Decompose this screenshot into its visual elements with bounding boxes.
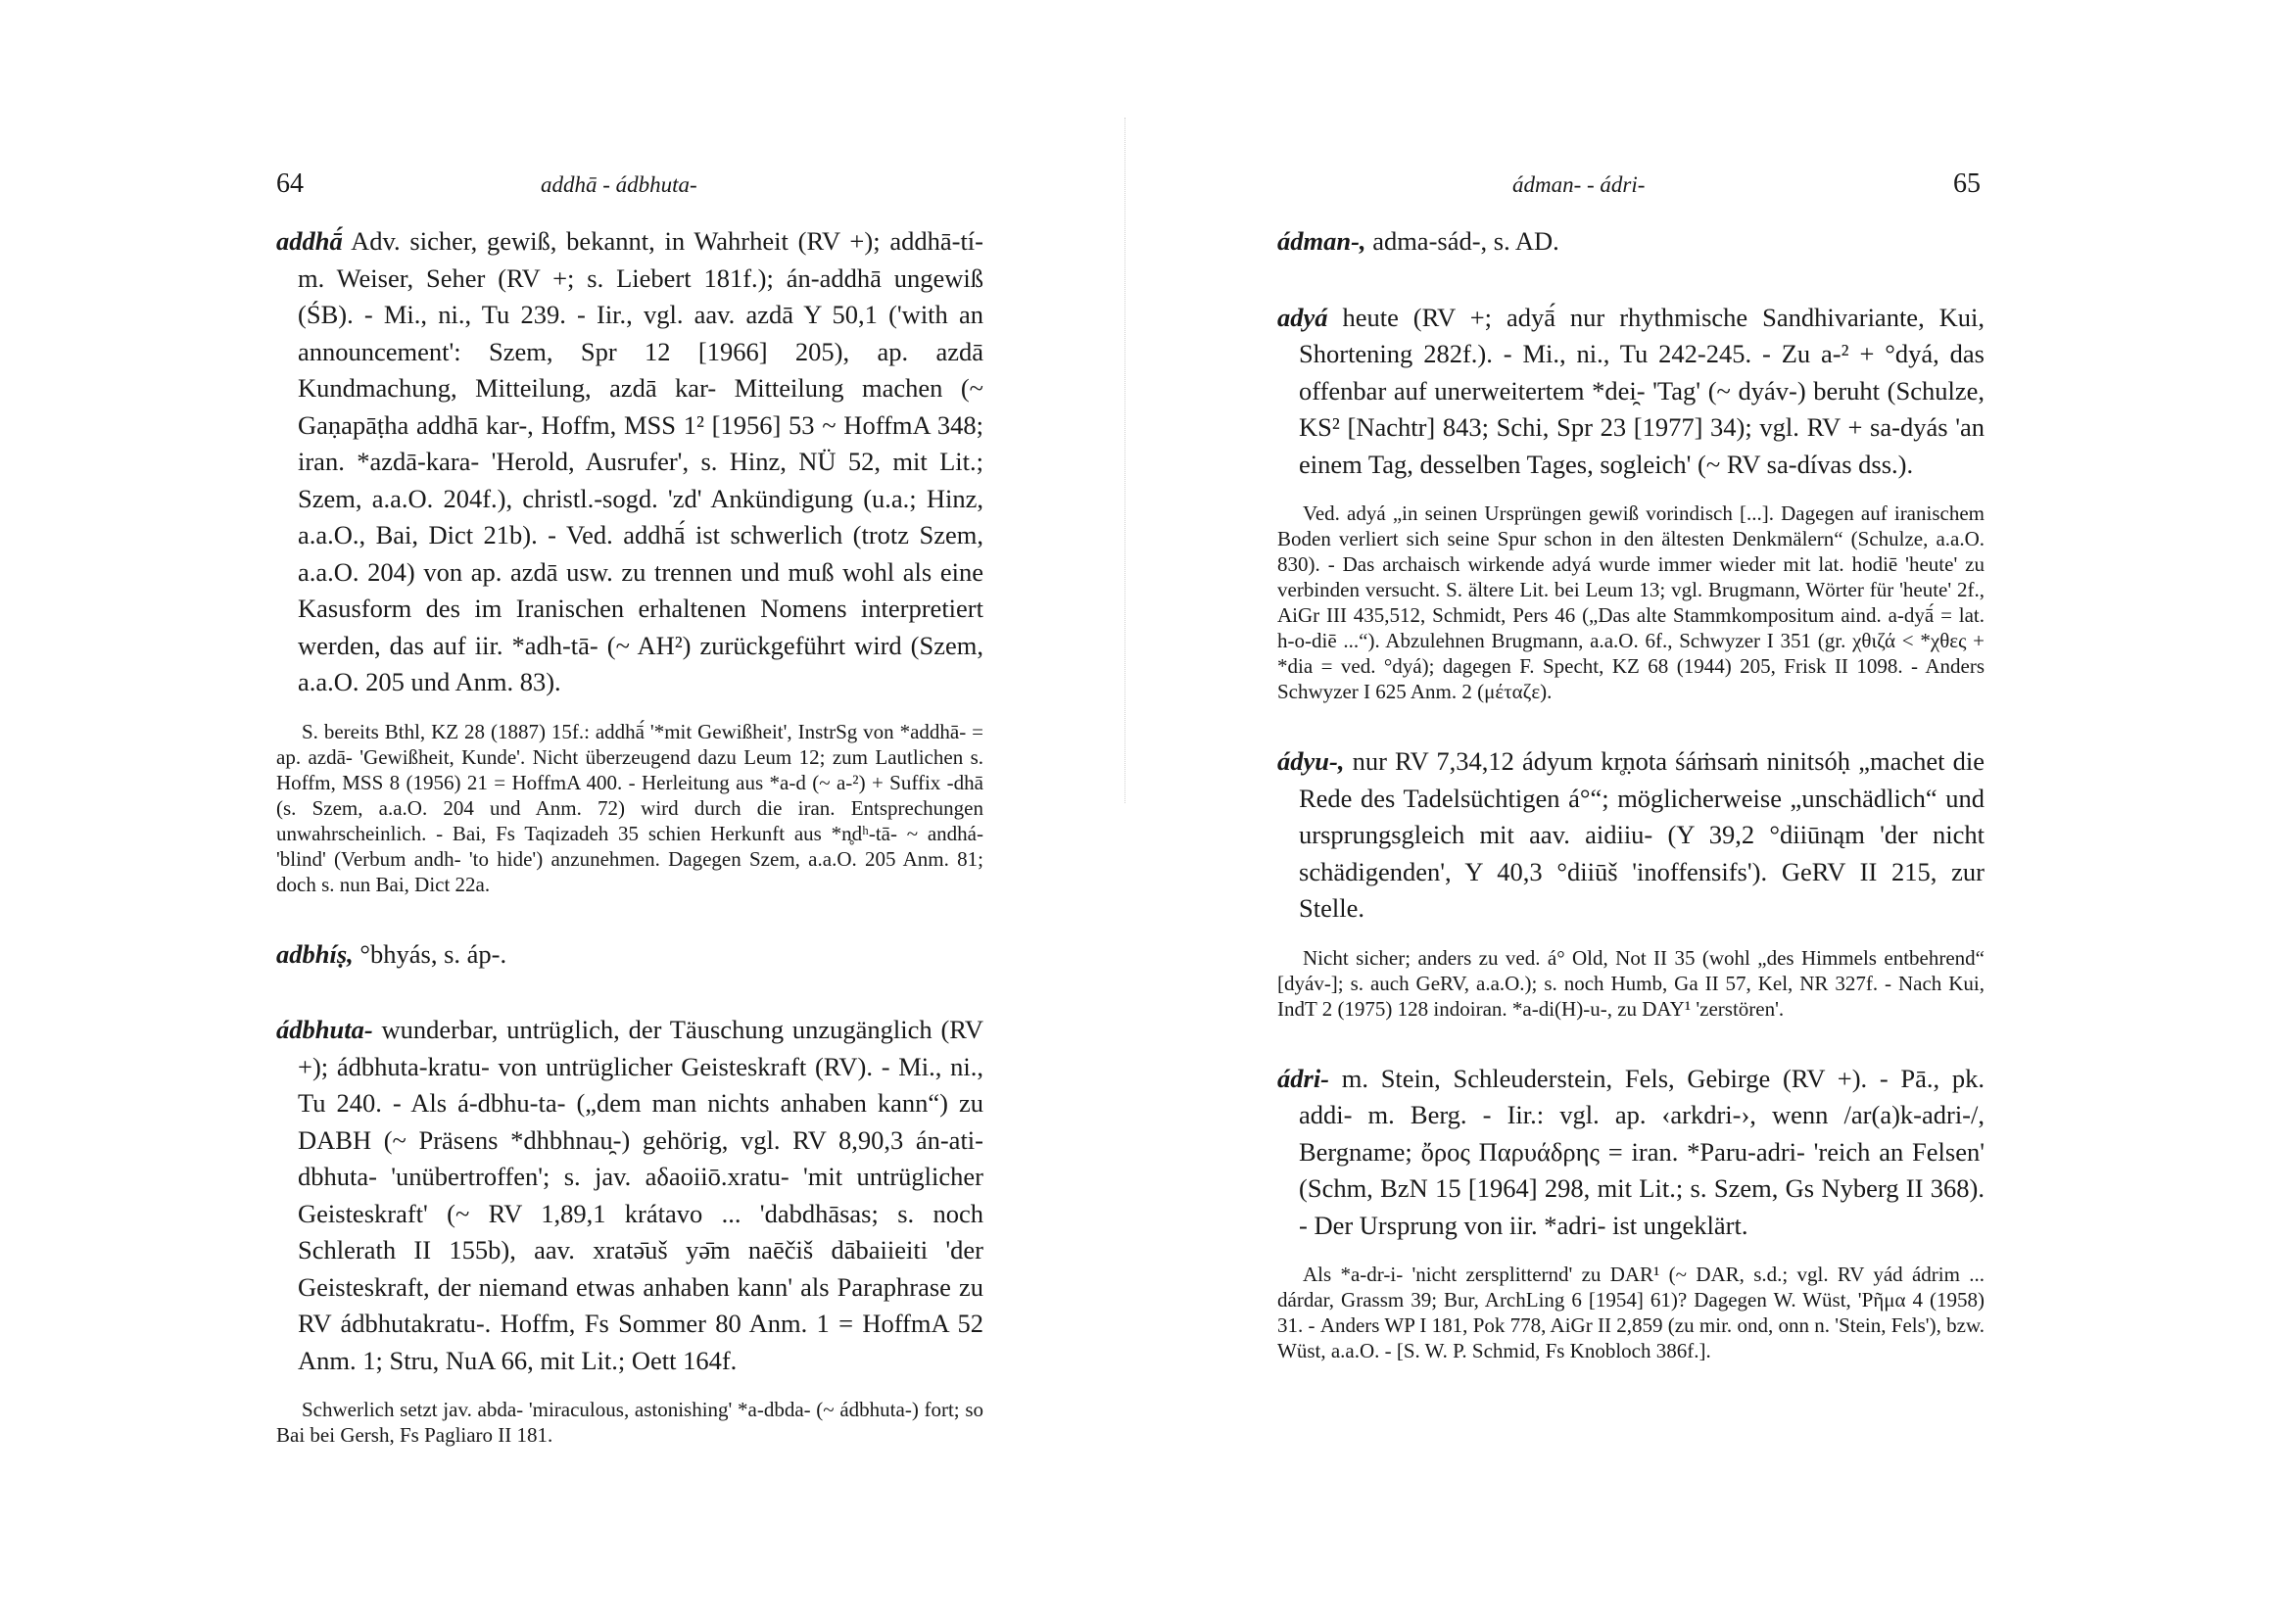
entry-text: heute (RV +; adyā́ nur rhythmische Sandhivariante, Kui, Shortening 282f.). - Mi., ni., Tu 242-245. - Zu a-² + °dyá, das offenbar auf unerweitertem *dei̯- 'Tag' (~ dyáv-) beruht (Schulze, KS² [Nachtr] 843; Schi, Spr 23 [1977] 34); vgl. RV + sa-dyás 'an einem Tag, desselben Tages, sogleich' (~ RV sa-dívas dss.). — [1299, 302, 1985, 479]
dictionary-entry — [1277, 1061, 1985, 1245]
entry-note: Ved. adyá „in seinen Ursprüngen gewiß vorindisch [...]. Dagegen auf iranischem Boden verliert sich seine Spur schon in den ältesten Denkmälern“ (Schulze, a.a.O. 830). - Das archaisch wirkende adyá wurde immer wieder mit lat. hodiē 'heute' zu verbinden versucht. S. ältere Lit. bei Leum 13; vgl. Brugmann, Wörter für 'heute' 2f., AiGr III 435,512, Schmidt, Pers 46 („Das alte Stammkompositum aind. a-dyā́ = lat. h-o-diē ...“). Abzulehnen Brugmann, a.a.O. 6f., Schwyzer I 351 (gr. χθιζά < *χθες + *dia = ved. °dyá); dagegen F. Specht, KZ 68 (1944) 205, Frisk II 1098. - Anders Schwyzer I 625 Anm. 2 (μέταζε). — [1277, 501, 1985, 703]
text-column — [276, 223, 983, 1448]
running-head: addhā - ádbhuta- — [541, 172, 697, 197]
headword: ádri- — [1277, 1063, 1329, 1093]
entry-text: Adv. sicher, gewiß, bekannt, in Wahrheit (RV +); addhā-tí- m. Weiser, Seher (RV +; s. Liebert 181f.); án-addhā ungewiß (ŚB). - Mi., ni., Tu 239. - Iir., vgl. aav. azdā Y 50,1 ('with an announcement': Szem, Spr 12 [1966] 205), ap. azdā Kundmachung, Mitteilung, azdā kar- Mitteilung machen (~ Gaṇapāṭha addhā kar-, Hoffm, MSS 1² [1956] 53 ~ HoffmA 348; iran. *azdā-kara- 'Herold, Ausrufer', s. Hinz, NÜ 52, mit Lit.; Szem, a.a.O. 204f.), christl.-sogd. 'zd' Ankündigung (u.a.; Hinz, a.a.O., Bai, Dict 21b). - Ved. addhā́ ist schwerlich (trotz Szem, a.a.O. 204) von ap. azdā usw. zu trennen und muß wohl als eine Kasusform des im Iranischen erhaltenen Nomens interpretiert werden, das auf iir. *adh-tā- (~ AH²) zurückgeführt wird (Szem, a.a.O. 205 und Anm. 83). — [298, 226, 983, 696]
entry-note: Schwerlich setzt jav. abda- 'miraculous, astonishing' *a-dbda- (~ ádbhuta-) fort; so Bai bei Gersh, Fs Pagliaro II 181. — [276, 1398, 983, 1447]
page-number: 64 — [276, 168, 304, 199]
page-number: 65 — [1953, 168, 1981, 199]
dictionary-entry — [276, 1012, 983, 1379]
headword: ádman-, — [1277, 226, 1366, 256]
dictionary-entry — [1277, 223, 1985, 261]
headword: addhā́ — [276, 226, 343, 256]
dictionary-entry — [276, 936, 983, 974]
running-head: ádman- - ádri- — [1512, 172, 1646, 197]
entry-text: adma-sád-, s. AD. — [1372, 226, 1559, 256]
dictionary-entry — [1277, 300, 1985, 484]
page-gutter — [1124, 118, 1127, 803]
entry-note: Als *a-dr-i- 'nicht zersplitternd' zu DAR¹ (~ DAR, s.d.; vgl. RV yád ádrim ... dárdar, Grassm 39; Bur, ArchLing 6 [1954] 61)? Dagegen W. Wüst, 'Pῆμα 4 (1958) 31. - Anders WP I 181, Pok 778, AiGr II 2,859 (zu mir. ond, onn n. 'Stein, Fels'), bzw. Wüst, a.a.O. - [S. W. P. Schmid, Fs Knobloch 386f.]. — [1277, 1263, 1985, 1362]
dictionary-entry — [1277, 743, 1985, 928]
headword: adbhíṣ, — [276, 938, 354, 969]
entry-text: m. Stein, Schleuderstein, Fels, Gebirge (RV +). - Pā., pk. addi- m. Berg. - Iir.: vgl. ap. ‹arkdri-›, wenn /ar(a)k-adri-/, Bergname; ὄρος Παρυάδρης = iran. *Paru-adri- 'reich an Felsen' (Schm, BzN 15 [1964] 298, mit Lit.; s. Szem, Gs Nyberg II 368). - Der Ursprung von iir. *adri- ist ungeklärt. — [1299, 1063, 1985, 1240]
entry-note: Nicht sicher; anders zu ved. á° Old, Not II 35 (wohl „des Himmels entbehrend“ [dyáv-]; s. auch GeRV, a.a.O.); s. noch Humb, Ga II 57, Kel, NR 327f. - Nach Kui, IndT 2 (1975) 128 indoiran. *a-di(H)-u-, zu DAY¹ 'zerstören'. — [1277, 945, 1985, 1021]
right-page — [1148, 0, 2296, 1622]
entry-text: nur RV 7,34,12 ádyum kr̥ṇota śáṁsaṁ ninitsóḥ „machet die Rede des Tadelsüchtigen á°“; möglicherweise „unschädlich“ und ursprungsgleich mit aav. aidiiu- (Y 39,2 °diiūnąm 'der nicht schädigenden', Y 40,3 °diiūš 'inoffensifs'). GeRV II 215, zur Stelle. — [1299, 746, 1985, 923]
headword: ádyu-, — [1277, 746, 1345, 776]
headword: adyá — [1277, 302, 1328, 332]
entry-note: S. bereits Bthl, KZ 28 (1887) 15f.: addhā́ '*mit Gewißheit', InstrSg von *addhā- = ap. azdā- 'Gewißheit, Kunde'. Nicht überzeugend dazu Leum 12; zum Lautlichen s. Hoffm, MSS 8 (1956) 21 = HoffmA 400. - Herleitung aus *a-d (~ a-²) + Suffix -dhā (s. Szem, a.a.O. 204 und Anm. 72) wird durch die iran. Entsprechungen unwahrscheinlich. - Bai, Fs Taqizadeh 35 schien Herkunft aus *n̥dʰ-tā- ~ andhá- 'blind' (Verbum andh- 'to hide') anzunehmen. Dagegen Szem, a.a.O. 205 Anm. 81; doch s. nun Bai, Dict 22a. — [276, 719, 983, 896]
dictionary-entry — [276, 223, 983, 701]
entry-text: °bhyás, s. áp-. — [359, 938, 507, 969]
entry-text: wunderbar, untrüglich, der Täuschung unzugänglich (RV +); ádbhuta-kratu- von untrüglicher Geisteskraft (RV). - Mi., ni., Tu 240. - Als á-dbhu-ta- („dem man nichts anhaben kann“) zu DABH (~ Präsens *dhbhnau̯-) gehörig, vgl. RV 8,90,3 án-ati-dbhuta- 'unübertroffen'; s. jav. aδaoiiō.xratu- 'mit untrüglicher Geisteskraft' (~ RV 1,89,1 krátavo ... 'dabdhāsas; s. noch Schlerath II 155b), aav. xratə̄uš yə̄m naēčiš dābaiieiti 'der Geisteskraft, der niemand etwas anhaben kann' als Paraphrase zu RV ádbhutakratu-. Hoffm, Fs Sommer 80 Anm. 1 = HoffmA 52 Anm. 1; Stru, NuA 66, mit Lit.; Oett 164f. — [298, 1015, 984, 1375]
headword: ádbhuta- — [276, 1015, 373, 1044]
text-column — [1277, 223, 1985, 1363]
